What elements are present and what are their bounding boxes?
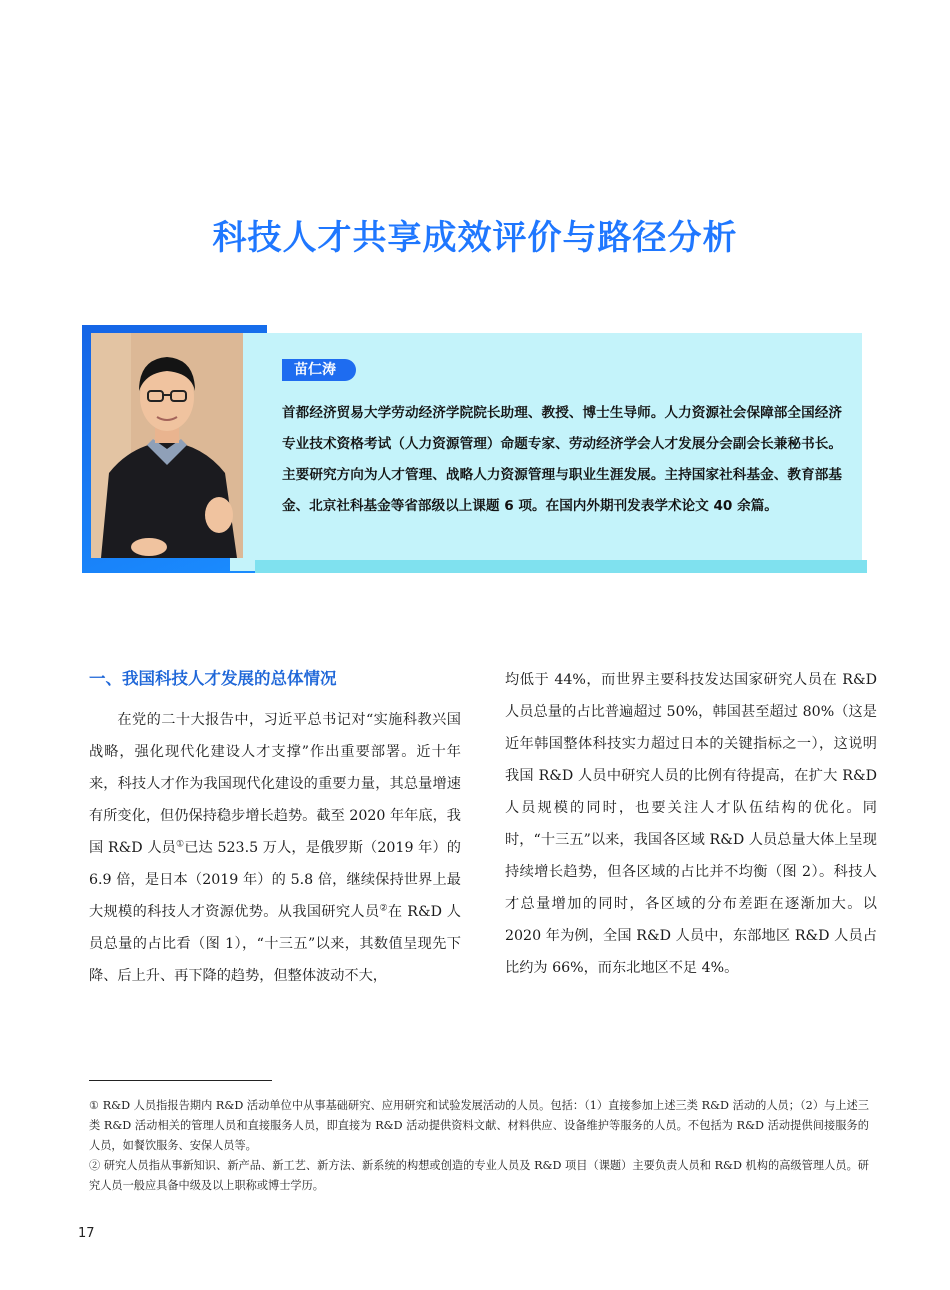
footnote-divider — [89, 1080, 272, 1081]
footnote-1: ① R&D 人员指报告期内 R&D 活动单位中从事基础研究、应用研究和试验发展活动的人员。包括：（1）直接参加上述三类 R&D 活动的人员；（2）与上述三类 R&D 活动相关的管理人员和直接服务人员，即直接为 R&D 活动提供资料文献、材料供应、设备维护等服务的人员。不包括为 R&D 活动提供间接服务的人员，如餐饮服务、安保人员等。 — [89, 1099, 869, 1152]
body-paragraph-continued: 均低于 44%，而世界主要科技发达国家研究人员在 R&D 人员总量的占比普遍超过 50%，韩国甚至超过 80%（这是近年韩国整体科技实力超过日本的关键指标之一），这说明我国 R&D 人员中研究人员的比例有待提高，在扩大 R&D 人员规模的同时，也要关注人才队伍结构的优化。同时，“十三五”以来，我国各区域 R&D 人员总量大体上呈现持续增长趋势，但各区域的占比并不均衡（图 2）。科技人才总量增加的同时，各区域的分布差距在逐渐加大。以 2020 年为例，全国 R&D 人员中，东部地区 R&D 人员占比约为 66%，而东北地区不足 4%。 — [505, 672, 877, 976]
paragraph-text: 已达 523.5 万人，是俄罗斯（2019 年）的 6.9 倍，是日本（2019 年）的 5.8 倍，继续保持世界上最大规模的科技人才资源优势。从我国研究人员 — [89, 840, 461, 920]
author-card-stripe — [255, 560, 867, 573]
footnotes — [89, 1096, 869, 1196]
paragraph-text: 在党的二十大报告中，习近平总书记对“实施科教兴国战略，强化现代化建设人才支撑”作出重要部署。近十年来，科技人才作为我国现代化建设的重要力量，其总量增速有所变化，但仍保持稳步增长趋势。截至 2020 年年底，我国 R&D 人员 — [89, 712, 461, 856]
article-title: 科技人才共享成效评价与路径分析 — [212, 218, 738, 258]
author-name-badge: 苗仁涛 — [282, 359, 356, 381]
author-photo — [91, 333, 243, 558]
page-number: 17 — [78, 1226, 95, 1241]
footnote-ref-1[interactable]: ① — [175, 839, 185, 850]
author-portrait-image — [91, 333, 243, 558]
section-heading: 一、我国科技人才发展的总体情况 — [89, 669, 337, 688]
left-column — [89, 664, 461, 992]
paragraph-text: 在 R&D 人员总量的占比看（图 1），“十三五”以来，其数值呈现先下降、后上升、再下降的趋势，但整体波动不大， — [89, 904, 461, 984]
body-paragraph — [89, 704, 461, 992]
footnote-ref-2[interactable]: ② — [379, 903, 388, 914]
footnote-2: ② 研究人员指从事新知识、新产品、新工艺、新方法、新系统的构想或创造的专业人员及 R&D 项目（课题）主要负责人员和 R&D 机构的高级管理人员。研究人员一般应具备中级及以上职称或博士学历。 — [89, 1159, 869, 1192]
right-column — [505, 664, 877, 984]
author-bio: 首都经济贸易大学劳动经济学院院长助理、教授、博士生导师。人力资源社会保障部全国经济专业技术资格考试（人力资源管理）命题专家、劳动经济学会人才发展分会副会长兼秘书长。主要研究方向为人才管理、战略人力资源管理与职业生涯发展。主持国家社科基金、教育部基金、北京社科基金等省部级以上课题 6 项。在国内外期刊发表学术论文 40 余篇。 — [282, 405, 842, 514]
